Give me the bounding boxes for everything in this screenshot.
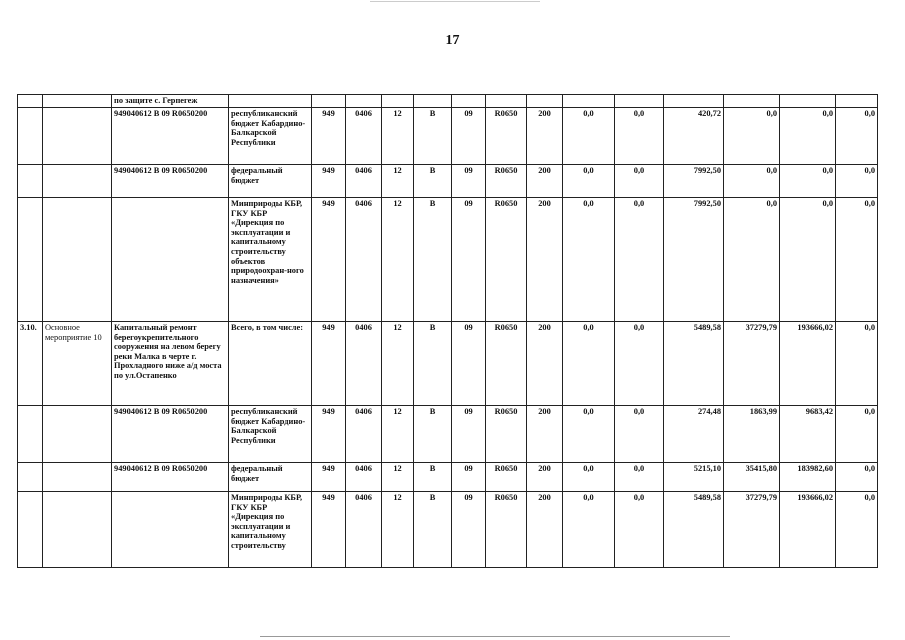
cell-v3: 7992,50: [664, 198, 724, 322]
cell-pr4: R0650: [486, 108, 527, 165]
cell-v5: 0,0: [780, 198, 836, 322]
cell-v6: 0,0: [836, 198, 878, 322]
table-row: [18, 108, 878, 165]
cell-vr: 200: [527, 198, 563, 322]
cell-v4: 37279,79: [724, 492, 780, 568]
cell-pr1: 12: [382, 108, 414, 165]
table-row: [18, 406, 878, 463]
cell-pr1: 12: [382, 406, 414, 463]
cell-pr3: 09: [452, 165, 486, 198]
cell-pr3: 09: [452, 406, 486, 463]
cell-pr1: 12: [382, 322, 414, 406]
cell-v4: 1863,99: [724, 406, 780, 463]
cell-v4: 0,0: [724, 165, 780, 198]
table-row: [18, 322, 878, 406]
cell-v1: 0,0: [563, 406, 615, 463]
cell-kind: [43, 198, 112, 322]
cell-num: [18, 95, 43, 108]
cell-kind: [43, 492, 112, 568]
cell-v6: 0,0: [836, 322, 878, 406]
cell-grbs: 949: [312, 108, 346, 165]
cell-v5: 0,0: [780, 165, 836, 198]
cell-v4: 35415,80: [724, 463, 780, 492]
table-row: [18, 165, 878, 198]
cell-rz: 0406: [346, 463, 382, 492]
table-row: [18, 95, 878, 108]
cell-v3: 7992,50: [664, 165, 724, 198]
cell-v2: 0,0: [615, 463, 664, 492]
cell-v1: 0,0: [563, 165, 615, 198]
cell-pr2: [414, 95, 452, 108]
cell-pr3: 09: [452, 108, 486, 165]
cell-vr: 200: [527, 406, 563, 463]
cell-rz: 0406: [346, 322, 382, 406]
cell-pr1: 12: [382, 198, 414, 322]
cell-v2: 0,0: [615, 322, 664, 406]
budget-table: [17, 94, 878, 568]
cell-pr4: R0650: [486, 198, 527, 322]
cell-pr4: R0650: [486, 165, 527, 198]
cell-v3: 420,72: [664, 108, 724, 165]
cell-source: Минприроды КБР, ГКУ КБР «Дирекция по эксплуатации и капитальному строительству: [229, 492, 312, 568]
cell-v4: 0,0: [724, 198, 780, 322]
scan-artifact: [370, 1, 540, 2]
cell-pr2: В: [414, 463, 452, 492]
cell-kind: [43, 165, 112, 198]
cell-event: [112, 492, 229, 568]
scan-artifact: [260, 636, 730, 637]
cell-v2: 0,0: [615, 406, 664, 463]
cell-pr3: 09: [452, 492, 486, 568]
cell-event: 949040612 В 09 R0650200: [112, 108, 229, 165]
cell-rz: 0406: [346, 492, 382, 568]
cell-vr: 200: [527, 322, 563, 406]
cell-v1: 0,0: [563, 463, 615, 492]
cell-grbs: 949: [312, 198, 346, 322]
cell-v4: [724, 95, 780, 108]
cell-pr2: В: [414, 108, 452, 165]
cell-grbs: 949: [312, 463, 346, 492]
cell-kind: [43, 463, 112, 492]
cell-kind: [43, 95, 112, 108]
cell-vr: [527, 95, 563, 108]
cell-rz: [346, 95, 382, 108]
cell-source: Всего, в том числе:: [229, 322, 312, 406]
cell-v5: 0,0: [780, 108, 836, 165]
cell-kind: Основное мероприятие 10: [43, 322, 112, 406]
cell-v6: 0,0: [836, 165, 878, 198]
cell-v5: 9683,42: [780, 406, 836, 463]
cell-v3: 274,48: [664, 406, 724, 463]
cell-v5: 183982,60: [780, 463, 836, 492]
cell-v1: 0,0: [563, 108, 615, 165]
cell-pr4: R0650: [486, 492, 527, 568]
cell-v2: 0,0: [615, 198, 664, 322]
cell-event: [112, 198, 229, 322]
cell-v6: 0,0: [836, 492, 878, 568]
cell-pr2: В: [414, 492, 452, 568]
cell-v4: 0,0: [724, 108, 780, 165]
cell-v3: 5489,58: [664, 322, 724, 406]
cell-pr1: [382, 95, 414, 108]
cell-source: федеральный бюджет: [229, 165, 312, 198]
cell-v5: 193666,02: [780, 492, 836, 568]
cell-kind: [43, 406, 112, 463]
cell-v2: 0,0: [615, 108, 664, 165]
cell-pr4: [486, 95, 527, 108]
cell-pr4: R0650: [486, 406, 527, 463]
cell-source: [229, 95, 312, 108]
cell-v2: 0,0: [615, 165, 664, 198]
cell-v4: 37279,79: [724, 322, 780, 406]
cell-vr: 200: [527, 463, 563, 492]
cell-pr2: В: [414, 322, 452, 406]
table-row: [18, 463, 878, 492]
cell-grbs: 949: [312, 322, 346, 406]
cell-num: [18, 406, 43, 463]
cell-pr3: 09: [452, 198, 486, 322]
cell-pr3: 09: [452, 463, 486, 492]
cell-grbs: 949: [312, 165, 346, 198]
cell-pr3: 09: [452, 322, 486, 406]
cell-rz: 0406: [346, 165, 382, 198]
cell-source: федеральный бюджет: [229, 463, 312, 492]
cell-v5: [780, 95, 836, 108]
cell-vr: 200: [527, 165, 563, 198]
cell-event: по защите с. Герпегеж: [112, 95, 229, 108]
cell-v3: [664, 95, 724, 108]
cell-pr4: R0650: [486, 463, 527, 492]
cell-v1: 0,0: [563, 198, 615, 322]
cell-v6: 0,0: [836, 108, 878, 165]
cell-pr2: В: [414, 198, 452, 322]
cell-event: 949040612 В 09 R0650200: [112, 165, 229, 198]
cell-grbs: 949: [312, 492, 346, 568]
cell-v1: 0,0: [563, 322, 615, 406]
cell-v2: [615, 95, 664, 108]
cell-v6: 0,0: [836, 406, 878, 463]
cell-num: [18, 492, 43, 568]
cell-pr1: 12: [382, 492, 414, 568]
cell-num: [18, 463, 43, 492]
cell-v6: [836, 95, 878, 108]
cell-v3: 5215,10: [664, 463, 724, 492]
cell-vr: 200: [527, 492, 563, 568]
cell-v6: 0,0: [836, 463, 878, 492]
cell-event: 949040612 В 09 R0650200: [112, 463, 229, 492]
cell-pr2: В: [414, 165, 452, 198]
cell-vr: 200: [527, 108, 563, 165]
cell-pr1: 12: [382, 165, 414, 198]
cell-v1: 0,0: [563, 492, 615, 568]
cell-num: [18, 198, 43, 322]
table-row: [18, 492, 878, 568]
cell-num: [18, 165, 43, 198]
cell-pr1: 12: [382, 463, 414, 492]
cell-rz: 0406: [346, 406, 382, 463]
cell-v5: 193666,02: [780, 322, 836, 406]
cell-source: республиканский бюджет Кабардино-Балкарской Республики: [229, 108, 312, 165]
cell-v3: 5489,58: [664, 492, 724, 568]
cell-event: 949040612 В 09 R0650200: [112, 406, 229, 463]
cell-v1: [563, 95, 615, 108]
page-number: 17: [445, 33, 460, 48]
cell-num: [18, 108, 43, 165]
cell-pr2: В: [414, 406, 452, 463]
cell-v2: 0,0: [615, 492, 664, 568]
cell-pr4: R0650: [486, 322, 527, 406]
cell-grbs: 949: [312, 406, 346, 463]
cell-source: республиканский бюджет Кабардино-Балкарской Республики: [229, 406, 312, 463]
cell-rz: 0406: [346, 198, 382, 322]
cell-source: Минприроды КБР, ГКУ КБР «Дирекция по эксплуатации и капитальному строительству объектов природоохран-ного назначения»: [229, 198, 312, 322]
table-row: [18, 198, 878, 322]
cell-rz: 0406: [346, 108, 382, 165]
cell-grbs: [312, 95, 346, 108]
cell-num: 3.10.: [18, 322, 43, 406]
cell-pr3: [452, 95, 486, 108]
cell-event: Капитальный ремонт берегоукрепительного сооружения на левом берегу реки Малка в черте г. Прохладного ниже а/д моста по ул.Остапенко: [112, 322, 229, 406]
cell-kind: [43, 108, 112, 165]
